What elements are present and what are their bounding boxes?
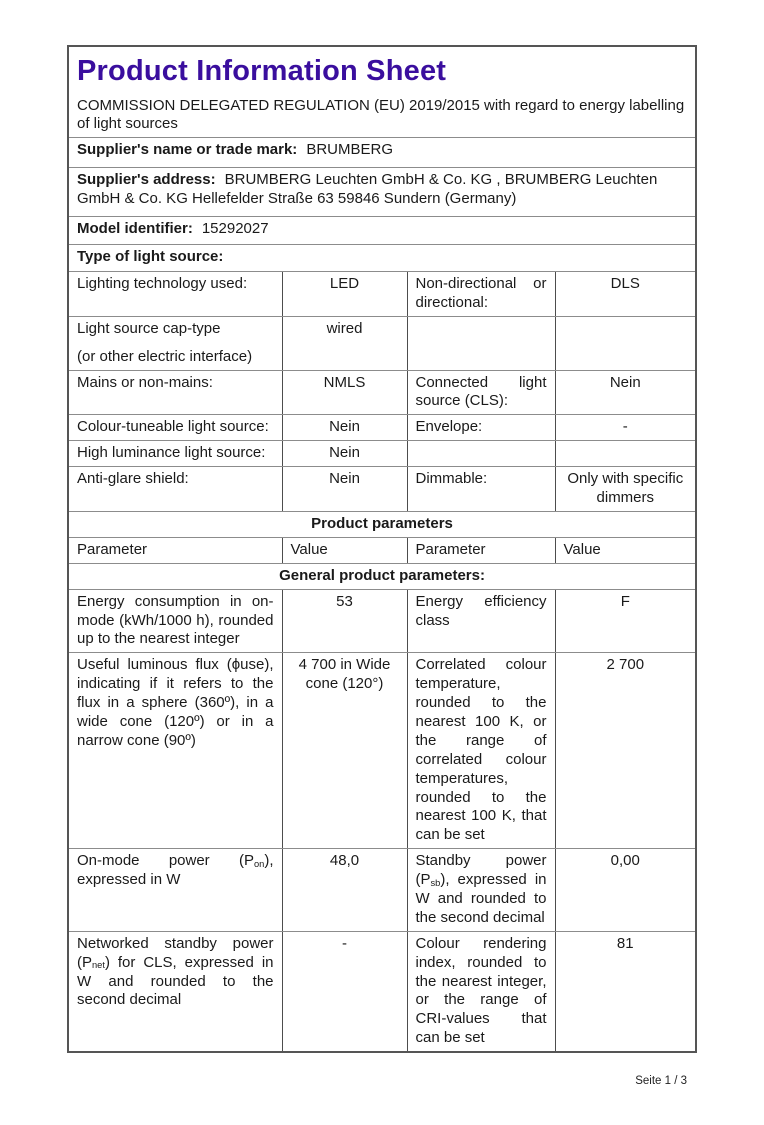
param-cell: Energy efficiency class <box>407 589 555 653</box>
type-of-light-source-row <box>68 245 696 272</box>
table-row <box>68 370 696 415</box>
product-parameters-header-row <box>68 511 696 537</box>
column-header: Parameter <box>68 537 282 563</box>
value-cell: 2 700 <box>555 653 696 849</box>
page-title: Product Information Sheet <box>77 55 447 87</box>
param-cell: Colour rendering index, rounded to the nearest integer, or the range of CRI-values that can be set <box>407 931 555 1052</box>
value-cell: 48,0 <box>282 849 407 932</box>
param-line: (or other electric interface) <box>77 347 253 365</box>
title-row <box>68 46 696 138</box>
param-cell: Standby power $(P_{sb})$, expressed in W and rounded to the second decimal <box>407 849 555 932</box>
table-row <box>68 653 696 849</box>
value-cell: 81 <box>555 931 696 1052</box>
param-cell: Mains or non-mains: <box>68 370 282 415</box>
column-headers-row <box>68 537 696 563</box>
supplier-name-label: Supplier's name or trade mark: <box>77 141 298 159</box>
page-number: Seite 1 / 3 <box>635 1075 687 1088</box>
type-of-light-source-header: Type of light source: <box>68 245 696 272</box>
column-header: Parameter <box>407 537 555 563</box>
title-cell <box>68 46 696 138</box>
model-identifier-row <box>68 217 696 245</box>
table-row <box>68 849 696 932</box>
param-cell: Envelope: <box>407 415 555 441</box>
general-parameters-header-row <box>68 563 696 589</box>
value-cell: - <box>282 931 407 1052</box>
param-line: Light source cap-type <box>77 319 221 337</box>
table-row <box>68 441 696 467</box>
table-row <box>68 272 696 317</box>
param-cell: Dimmable: <box>407 467 555 512</box>
param-cell <box>68 316 282 370</box>
param-cell: Energy consumption in on-mode (kWh/1000 h), rounded up to the nearest integer <box>68 589 282 653</box>
value-cell: DLS <box>555 272 696 317</box>
value-cell: 0,00 <box>555 849 696 932</box>
param-cell: Correlated colour temperature, rounded to the nearest 100 K, or the range of correlated colour temperatures, rounded to the nearest 100 K, that can be set <box>407 653 555 849</box>
column-header: Value <box>555 537 696 563</box>
value-cell: 53 <box>282 589 407 653</box>
param-cell: High luminance light source: <box>68 441 282 467</box>
table-row <box>68 931 696 1052</box>
product-parameters-header: Product parameters <box>68 511 696 537</box>
supplier-address-row <box>68 168 696 217</box>
value-cell: Only with specific dimmers <box>555 467 696 512</box>
param-cell <box>407 316 555 370</box>
table-row <box>68 589 696 653</box>
supplier-name-value: BRUMBERG <box>306 141 393 159</box>
value-cell <box>555 441 696 467</box>
param-cell: Anti-glare shield: <box>68 467 282 512</box>
param-cell: Useful luminous flux (ϕuse), indicating if it refers to the flux in a sphere (360º), in a wide cone (120º) or in a narrow cone (90º) <box>68 653 282 849</box>
value-cell: Nein <box>282 467 407 512</box>
table-row <box>68 467 696 512</box>
param-cell: Networked standby power $(P_{net})$ for CLS, expressed in W and rounded to the second decimal <box>68 931 282 1052</box>
value-cell <box>555 316 696 370</box>
value-cell: Nein <box>282 415 407 441</box>
param-cell <box>407 441 555 467</box>
value-cell: LED <box>282 272 407 317</box>
model-identifier-value: 15292027 <box>201 220 269 238</box>
value-cell: wired <box>282 316 407 370</box>
value-cell: Nein <box>282 441 407 467</box>
param-cell: Connected light source (CLS): <box>407 370 555 415</box>
product-information-sheet <box>67 45 697 1053</box>
param-cell: Non-directional or directional: <box>407 272 555 317</box>
column-header: Value <box>282 537 407 563</box>
model-identifier-label: Model identifier: <box>77 220 193 238</box>
value-cell: - <box>555 415 696 441</box>
regulation-text: COMMISSION DELEGATED REGULATION (EU) 2019/2015 with regard to energy labelling of light sources <box>77 96 685 133</box>
value-cell: 4 700 in Wide cone (120°) <box>282 653 407 849</box>
param-cell: On-mode power $(P_{on})$, expressed in W <box>68 849 282 932</box>
param-cell: Colour-tuneable light source: <box>68 415 282 441</box>
value-cell: Nein <box>555 370 696 415</box>
value-cell: NMLS <box>282 370 407 415</box>
table-row <box>68 415 696 441</box>
supplier-name-row <box>68 138 696 168</box>
supplier-address-value: BRUMBERG Leuchten GmbH & Co. KG , BRUMBERG Leuchten GmbH & Co. KG Hellefelder Straße 63 59846 Sundern (Germany) <box>77 171 658 207</box>
param-cell: Lighting technology used: <box>68 272 282 317</box>
supplier-address-label: Supplier's address: <box>77 171 216 189</box>
value-cell: F <box>555 589 696 653</box>
table-row <box>68 316 696 370</box>
general-parameters-header: General product parameters: <box>68 563 696 589</box>
